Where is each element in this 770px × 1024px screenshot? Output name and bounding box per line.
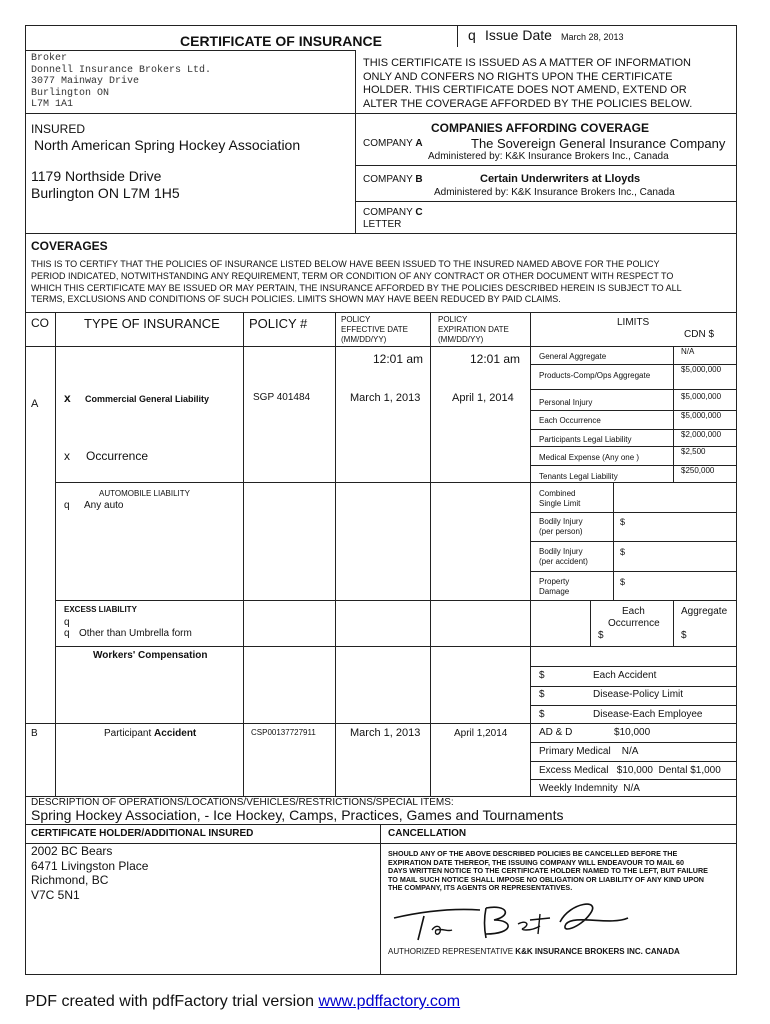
holder-label: CERTIFICATE HOLDER/ADDITIONAL INSURED bbox=[31, 828, 254, 839]
excess-occurrence-label: Occurrence bbox=[608, 618, 660, 629]
col-co: CO bbox=[31, 316, 49, 330]
limit-label: Participants Legal Liability bbox=[539, 435, 632, 444]
limit-label: Tenants Legal Liability bbox=[539, 472, 618, 481]
limit-value: $2,500 bbox=[681, 447, 706, 456]
dollar-sign: $ bbox=[620, 547, 626, 557]
accident-type: Participant Accident bbox=[104, 728, 197, 739]
broker-line: Broker bbox=[31, 53, 68, 64]
col-policy: POLICY # bbox=[249, 316, 308, 331]
gl-eff-time: 12:01 am bbox=[373, 352, 424, 366]
each-accident-label: Each Accident bbox=[593, 670, 657, 681]
dollar-sign: $ bbox=[539, 709, 545, 720]
holder-address: 2002 BC Bears 6471 Livingston Place Richmond, BC V7C 5N1 bbox=[31, 844, 149, 902]
cancellation-text: SHOULD ANY OF THE ABOVE DESCRIBED POLICIES BE CANCELLED BEFORE THE EXPIRATION DATE THEREOF, THE ISSUING COMPANY WILL ENDEAVOUR TO MAIL 60 DAYS WRITTEN NOTICE TO THE CERTIFICATE HOLDER NAMED TO THE LEFT, BUT FAILURE TO MAIL SUCH NOTICE SHALL IMPOSE NO OBLIGATION OR LIABILITY OF ANY KIND UPON THE COMPANY, ITS AGENTS OR REPRESENTATIVES. bbox=[388, 849, 708, 893]
gl-checkbox[interactable]: x bbox=[64, 391, 71, 405]
limit-label: Products-Comp/Ops Aggregate bbox=[539, 371, 651, 380]
limit-value: $5,000,000 bbox=[681, 365, 722, 374]
accident-effective-date: March 1, 2013 bbox=[350, 727, 421, 739]
gl-expiration-date: April 1, 2014 bbox=[452, 392, 514, 404]
limit-label: Each Occurrence bbox=[539, 416, 601, 425]
company-b-admin: Administered by: K&K Insurance Brokers Inc., Canada bbox=[434, 187, 675, 198]
company-a-name: The Sovereign General Insurance Company bbox=[471, 136, 726, 151]
dollar-sign: $ bbox=[620, 517, 626, 527]
other-umbrella-checkbox[interactable]: q bbox=[64, 628, 70, 639]
bodily-injury-person: Bodily Injury (per person) bbox=[539, 517, 583, 536]
dollar-sign: $ bbox=[539, 670, 545, 681]
bodily-injury-accident: Bodily Injury (per accident) bbox=[539, 547, 588, 566]
umbrella-checkbox[interactable]: q bbox=[64, 617, 70, 628]
company-b-label: COMPANY B bbox=[363, 174, 423, 185]
col-limits: LIMITS bbox=[617, 317, 650, 328]
limit-label: General Aggregate bbox=[539, 352, 607, 361]
limit-value: $5,000,000 bbox=[681, 411, 722, 420]
broker-block bbox=[31, 53, 211, 111]
company-b-name: Certain Underwriters at Lloyds bbox=[480, 173, 641, 185]
coverages-heading: COVERAGES bbox=[31, 239, 108, 253]
insured-label: INSURED bbox=[31, 122, 86, 136]
limit-value: $2,000,000 bbox=[681, 430, 722, 439]
combined-single-limit: Combined Single Limit bbox=[539, 489, 581, 508]
issue-date-label: Issue Date bbox=[485, 27, 552, 43]
certificate-notice: THIS CERTIFICATE IS ISSUED AS A MATTER OF INFORMATION ONLY AND CONFERS NO RIGHTS UPON THE CERTIFICATE HOLDER. THIS CERTIFICATE DOES NOT AMEND, EXTEND OR ALTER THE COVERAGE AFFORDED BY THE POLICIES BELOW. bbox=[363, 57, 693, 110]
gl-type: Commercial General Liability bbox=[85, 394, 210, 404]
issue-date-value: March 28, 2013 bbox=[561, 32, 624, 42]
border-bottom bbox=[25, 974, 737, 975]
any-auto-checkbox[interactable]: q bbox=[64, 500, 70, 511]
accident-company-letter: B bbox=[31, 728, 38, 739]
limit-label: Personal Injury bbox=[539, 398, 593, 407]
broker-line: Burlington ON bbox=[31, 87, 110, 99]
broker-line: 3077 Mainway Drive bbox=[31, 76, 140, 87]
insured-address-line1: 1179 Northside Drive bbox=[31, 168, 162, 184]
limit-value: $5,000,000 bbox=[681, 392, 722, 401]
authorized-rep-line bbox=[388, 947, 680, 956]
excess-heading: EXCESS LIABILITY bbox=[64, 605, 137, 614]
broker-line: Donnell Insurance Brokers Ltd. bbox=[31, 64, 212, 76]
certificate-title: CERTIFICATE OF INSURANCE bbox=[180, 33, 382, 49]
gl-company-letter: A bbox=[31, 398, 39, 410]
coverages-text: THIS IS TO CERTIFY THAT THE POLICIES OF INSURANCE LISTED BELOW HAVE BEEN ISSUED TO THE INSURED NAMED ABOVE FOR THE POLICY PERIOD INDICATED, NOTWITHSTANDING ANY REQUIREMENT, TERM OR CONDITION OF ANY CONTRACT OR OTHER DOCUMENT WITH RESPECT TO WHICH THIS CERTIFICATE MAY BE ISSUED OR MAY PERTAIN, THE INSURANCE AFFORDED BY THE POLICIES DESCRIBED HEREIN IS SUBJECT TO ALL TERMS, EXCLUSIONS AND CONDITIONS OF SUCH POLICIES. LIMITS SHOWN MAY HAVE BEEN REDUCED BY PAID CLAIMS. bbox=[31, 259, 682, 305]
border-left bbox=[25, 25, 26, 975]
disease-each-employee-label: Disease-Each Employee bbox=[593, 709, 703, 720]
insured-address-line2: Burlington ON L7M 1H5 bbox=[31, 185, 180, 201]
pdf-footer: PDF created with pdfFactory trial version www.pdffactory.com bbox=[25, 993, 461, 1010]
issue-checkbox[interactable]: q bbox=[468, 27, 476, 43]
accident-limit-line: Excess Medical $10,000 Dental $1,000 bbox=[539, 765, 721, 776]
pdffactory-link[interactable]: www.pdffactory.com bbox=[318, 993, 461, 1010]
col-type: TYPE OF INSURANCE bbox=[84, 316, 220, 331]
description-label: DESCRIPTION OF OPERATIONS/LOCATIONS/VEHICLES/RESTRICTIONS/SPECIAL ITEMS: bbox=[31, 797, 454, 808]
accident-limit-line: AD & D $10,000 bbox=[539, 727, 651, 738]
border-right bbox=[736, 25, 737, 975]
col-currency: CDN $ bbox=[684, 329, 715, 340]
description-text: Spring Hockey Association, - Ice Hockey, Camps, Practices, Games and Tournaments bbox=[31, 807, 564, 823]
authorized-rep-label: AUTHORIZED REPRESENTATIVE bbox=[388, 947, 514, 956]
limit-value: $250,000 bbox=[681, 466, 715, 475]
companies-heading: COMPANIES AFFORDING COVERAGE bbox=[431, 121, 650, 135]
company-c-label: COMPANY C bbox=[363, 207, 423, 218]
company-a-label: COMPANY A bbox=[363, 138, 423, 149]
dollar-sign: $ bbox=[598, 630, 604, 641]
dollar-sign: $ bbox=[620, 577, 626, 587]
excess-each-label: Each bbox=[622, 606, 645, 617]
workers-comp-heading: Workers' Compensation bbox=[93, 650, 208, 661]
authorized-rep-name: K&K INSURANCE BROKERS INC. CANADA bbox=[515, 947, 680, 956]
gl-policy-number: SGP 401484 bbox=[253, 392, 311, 403]
any-auto-label: Any auto bbox=[84, 500, 124, 511]
insured-name: North American Spring Hockey Association bbox=[34, 137, 301, 153]
col-expiration-date: POLICY EXPIRATION DATE (MM/DD/YY) bbox=[438, 315, 509, 344]
company-a-admin: Administered by: K&K Insurance Brokers Inc., Canada bbox=[428, 151, 669, 162]
accident-limit-line: Weekly Indemnity N/A bbox=[539, 783, 640, 794]
disease-policy-limit-label: Disease-Policy Limit bbox=[593, 689, 684, 700]
dollar-sign: $ bbox=[539, 689, 545, 700]
gl-effective-date: March 1, 2013 bbox=[350, 392, 421, 404]
accident-limit-line: Primary Medical N/A bbox=[539, 746, 639, 757]
occurrence-checkbox[interactable]: x bbox=[64, 449, 70, 463]
border-top bbox=[25, 25, 737, 26]
cancellation-label: CANCELLATION bbox=[388, 828, 467, 839]
property-damage: Property Damage bbox=[539, 577, 570, 596]
auto-heading: AUTOMOBILE LIABILITY bbox=[99, 489, 190, 498]
col-effective-date: POLICY EFFECTIVE DATE (MM/DD/YY) bbox=[341, 315, 408, 344]
dollar-sign: $ bbox=[681, 630, 687, 641]
company-c-letter-label: LETTER bbox=[363, 219, 402, 230]
excess-aggregate-label: Aggregate bbox=[681, 606, 728, 617]
broker-line: L7M 1A1 bbox=[31, 99, 74, 110]
other-umbrella-label: Other than Umbrella form bbox=[79, 628, 192, 639]
limit-label: Medical Expense (Any one ) bbox=[539, 453, 640, 462]
signature-image bbox=[390, 900, 630, 944]
gl-exp-time: 12:01 am bbox=[470, 352, 521, 366]
accident-expiration-date: April 1,2014 bbox=[454, 728, 508, 739]
limit-value: N/A bbox=[681, 347, 695, 356]
accident-policy-number: CSP00137727911 bbox=[251, 728, 316, 737]
occurrence-label: Occurrence bbox=[86, 449, 149, 463]
